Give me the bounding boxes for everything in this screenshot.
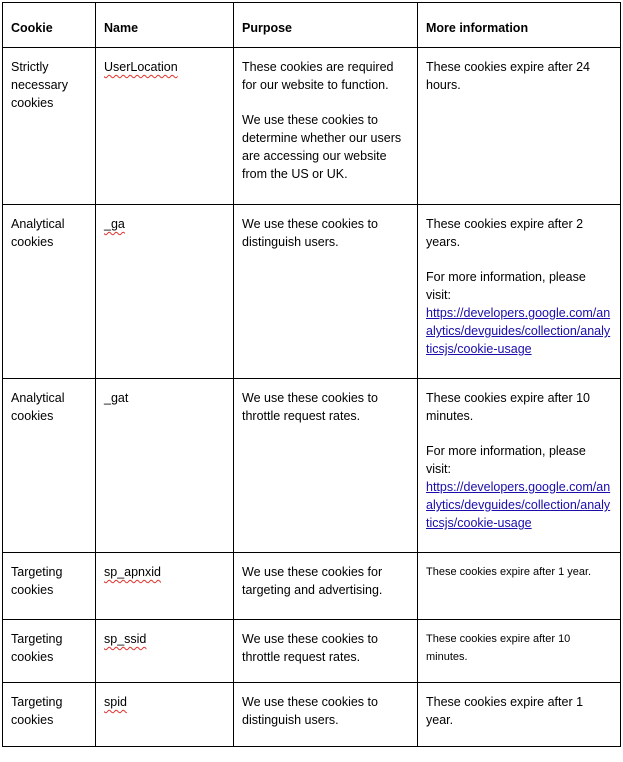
- info-text: These cookies expire after 1 year.: [426, 566, 592, 578]
- purpose-text: These cookies are required for our website to function.: [242, 60, 394, 92]
- table-row: [3, 683, 621, 747]
- cookie-category: Analytical cookies: [3, 205, 96, 379]
- purpose-text: We use these cookies for targeting and advertising.: [242, 565, 383, 597]
- info-text: These cookies expire after 2 years.: [426, 217, 584, 249]
- header-cookie: Cookie: [3, 3, 96, 48]
- google-cookie-usage-link[interactable]: https://developers.google.com/analytics/devguides/collection/analyticsjs/cookie-usage: [426, 480, 611, 530]
- info-text: These cookies expire after 24 hours.: [426, 60, 590, 92]
- cookie-table: [2, 2, 621, 747]
- cookie-info: [418, 379, 621, 553]
- cookie-name: [96, 683, 234, 747]
- header-more-information: More information: [418, 3, 621, 48]
- table-row: [3, 379, 621, 553]
- cookie-purpose: [234, 620, 418, 683]
- cookie-purpose: [234, 48, 418, 205]
- table-row: [3, 205, 621, 379]
- info-text: For more information, please visit:: [426, 444, 586, 476]
- cookie-info: [418, 205, 621, 379]
- cookie-name: [96, 48, 234, 205]
- header-purpose: Purpose: [234, 3, 418, 48]
- info-text: These cookies expire after 10 minutes.: [426, 391, 590, 423]
- cookie-category: Analytical cookies: [3, 379, 96, 553]
- purpose-text: We use these cookies to throttle request rates.: [242, 391, 378, 423]
- header-row: [3, 3, 621, 48]
- info-text: For more information, please visit:: [426, 270, 586, 302]
- cookie-purpose: [234, 683, 418, 747]
- cookie-name-text: _gat: [104, 391, 129, 405]
- cookie-name: [96, 620, 234, 683]
- table-row: [3, 620, 621, 683]
- table-row: [3, 553, 621, 620]
- purpose-text: We use these cookies to distinguish users.: [242, 217, 378, 249]
- purpose-text: We use these cookies to throttle request rates.: [242, 632, 378, 664]
- table-row: [3, 48, 621, 205]
- cookie-category: Strictly necessary cookies: [3, 48, 96, 205]
- cookie-name-text: sp_ssid: [104, 632, 147, 646]
- cookie-name: [96, 205, 234, 379]
- cookie-name-text: _ga: [104, 217, 125, 231]
- cookie-name-text: UserLocation: [104, 60, 178, 74]
- cookie-name: [96, 379, 234, 553]
- cookie-category: Targeting cookies: [3, 620, 96, 683]
- google-cookie-usage-link[interactable]: https://developers.google.com/analytics/devguides/collection/analyticsjs/cookie-usage: [426, 306, 611, 356]
- info-text: These cookies expire after 10 minutes.: [426, 633, 571, 663]
- cookie-info: [418, 48, 621, 205]
- cookie-category: Targeting cookies: [3, 683, 96, 747]
- cookie-name: [96, 553, 234, 620]
- cookie-info: [418, 683, 621, 747]
- cookie-purpose: [234, 379, 418, 553]
- purpose-text: We use these cookies to distinguish users.: [242, 695, 378, 727]
- header-name: Name: [96, 3, 234, 48]
- cookie-info: [418, 620, 621, 683]
- cookie-category: Targeting cookies: [3, 553, 96, 620]
- cookie-name-text: sp_apnxid: [104, 565, 161, 579]
- cookie-purpose: [234, 205, 418, 379]
- cookie-purpose: [234, 553, 418, 620]
- info-text: These cookies expire after 1 year.: [426, 695, 584, 727]
- purpose-text: We use these cookies to determine whether our users are accessing our website from the US or UK.: [242, 113, 402, 181]
- cookie-info: [418, 553, 621, 620]
- cookie-name-text: spid: [104, 695, 127, 709]
